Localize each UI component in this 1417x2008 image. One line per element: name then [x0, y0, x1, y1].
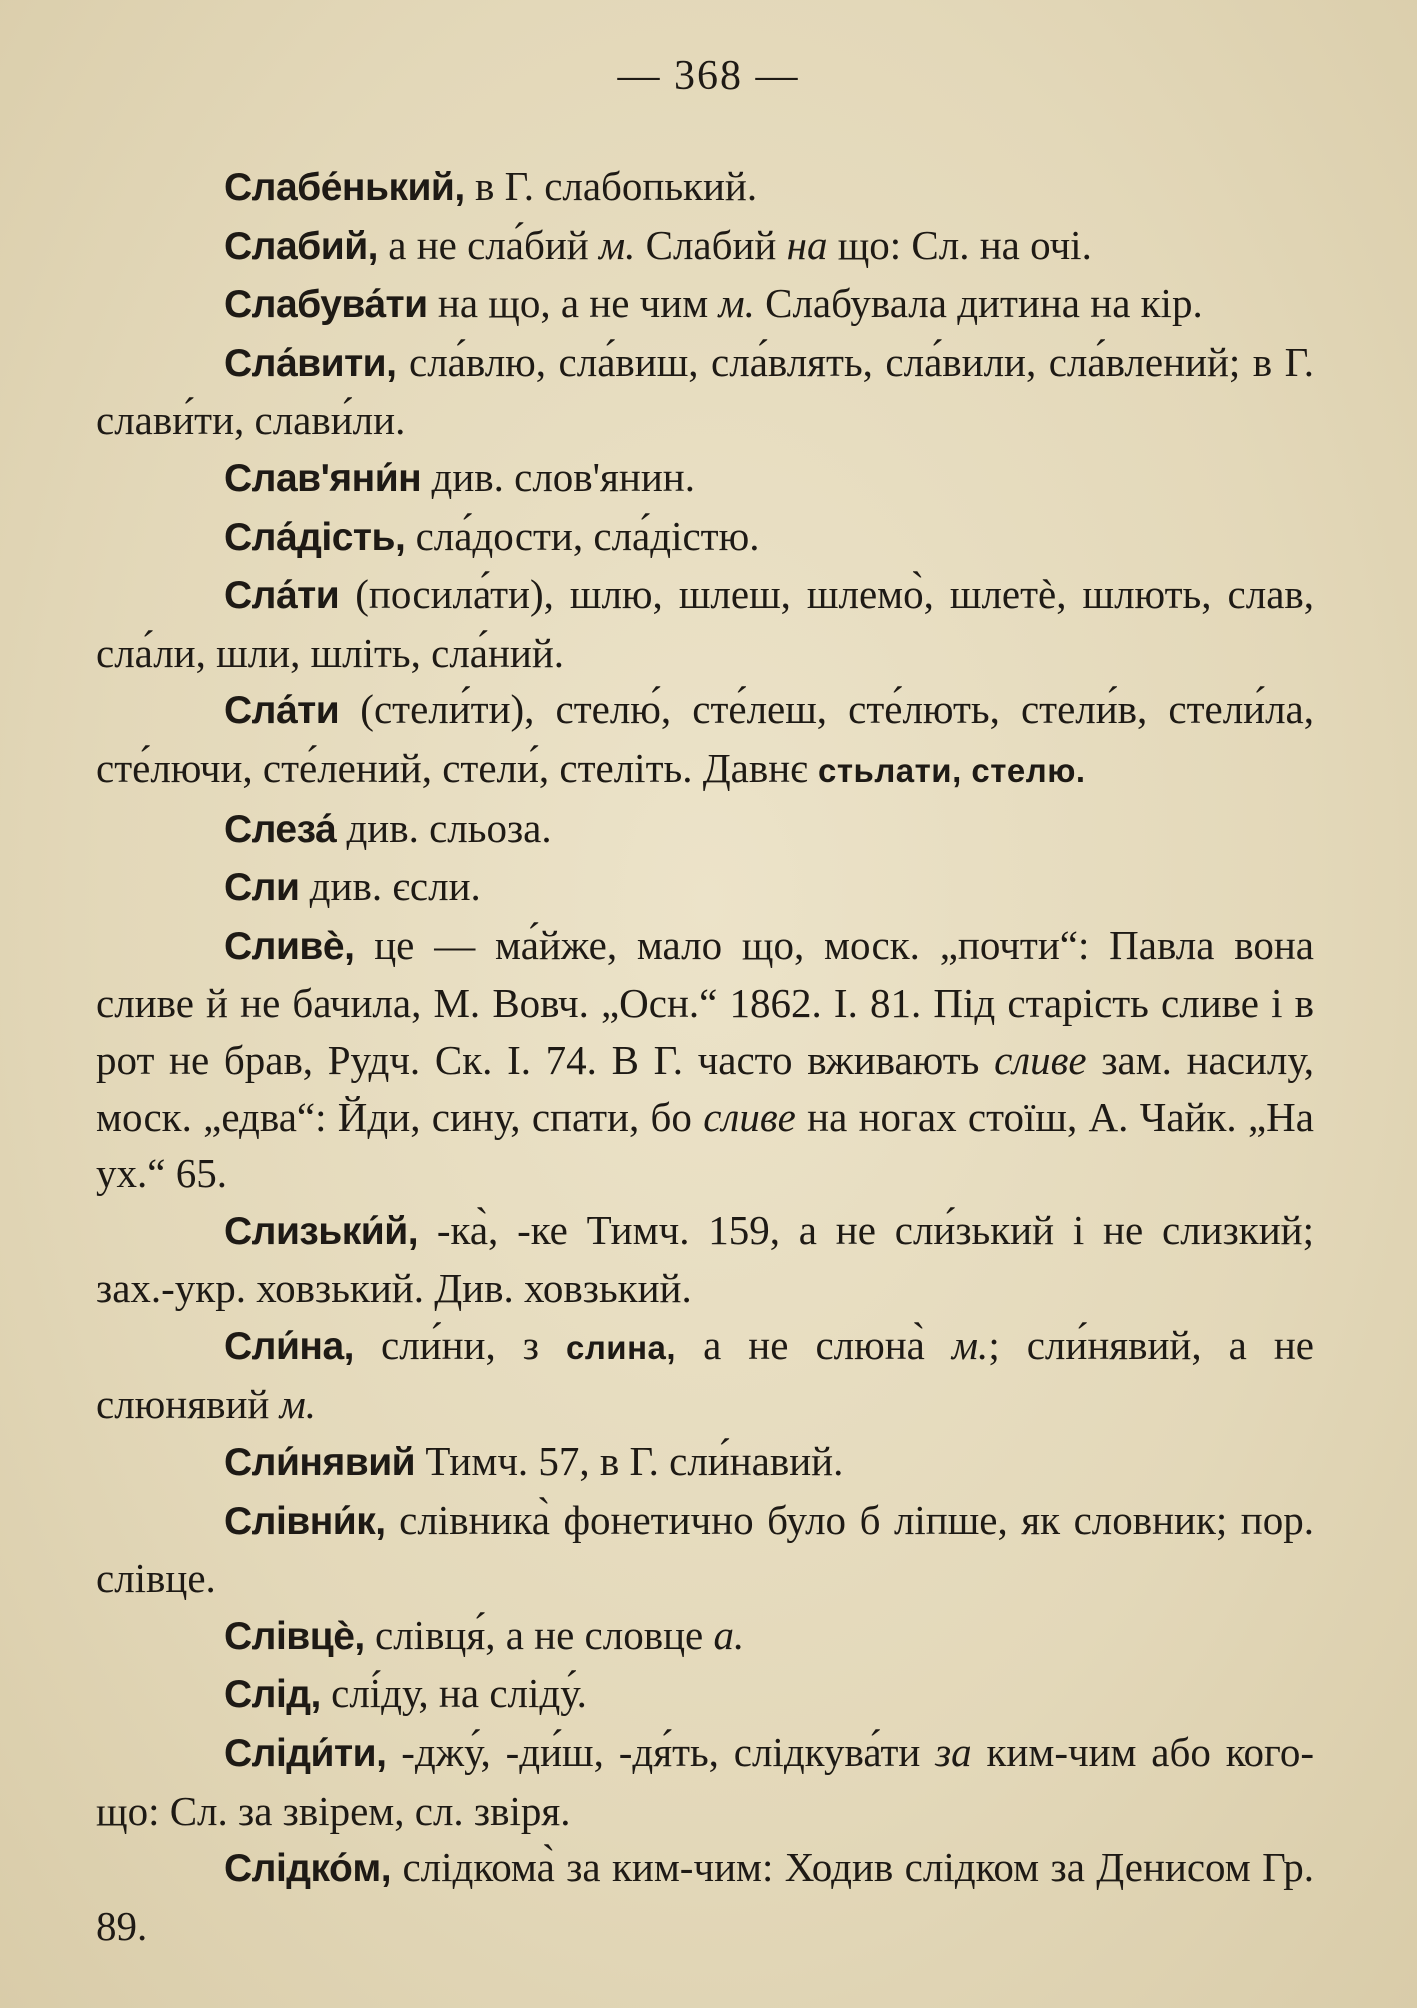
dictionary-entry: Слабе́нький, в Г. слабопький.: [224, 163, 758, 209]
entry-headword: Слабува́ти: [224, 283, 428, 327]
entry-headword: Сли́нявий: [224, 1441, 416, 1485]
dictionary-entry: Слав'яни́н див. слов'янин.: [224, 453, 695, 500]
entry-headword: Слівни́к,: [224, 1499, 386, 1543]
dictionary-entry: Сли́нявий Тимч. 57, в Г. сли́навий.: [224, 1438, 844, 1485]
entry-headword: Сли́на,: [224, 1324, 354, 1368]
entry-headword: Сла́ти: [224, 689, 340, 733]
dictionary-entry: Сла́вити, сла́влю, сла́виш, сла́влять, сла́вили, сла́влений; в Г. слави́ти, слави́ли.: [96, 338, 1314, 444]
dictionary-entry: Слизьки́й, -ка̀, -ке Тимч. 159, а не сли́зький і не слизкий; зах.-укр. ховзький. Див. ховзький.: [96, 1206, 1314, 1312]
old-form: стьлати, стелю.: [818, 751, 1086, 789]
entry-headword: Слід,: [224, 1673, 321, 1717]
entry-headword: Слабе́нький,: [224, 166, 465, 209]
entry-headword: Сливѐ,: [224, 924, 355, 968]
entry-headword: Слеза́: [224, 807, 337, 851]
entry-headword: Слівцѐ,: [224, 1614, 365, 1658]
page-number: — 368 —: [617, 53, 800, 99]
dictionary-entry: Слідко́м, слідкома̀ за ким-чим: Ходив слідком за Денисом Гр. 89.: [96, 1844, 1314, 1949]
entry-headword: Слизьки́й,: [224, 1209, 419, 1253]
entry-headword: Сли: [224, 866, 300, 910]
old-form: слина,: [565, 1328, 677, 1366]
entry-headword: Сліди́ти,: [224, 1732, 387, 1776]
entry-headword: Сла́вити,: [224, 341, 397, 385]
entry-headword: Сла́дість,: [224, 515, 406, 559]
dictionary-entry: Сла́ти (стели́ти), стелю́, сте́леш, сте́лють, стели́в, стели́ла, сте́лючи, сте́лений, стели́, стеліть. Давнє стьлати, стелю.: [96, 686, 1314, 791]
dictionary-entry: Сливѐ, це — ма́йже, мало що, моск. „почти“: Павла вона сливе й не бачила, М. Вовч. „Осн.“ 1862. I. 81. Під старість сливе і в рот не брав, Рудч. Ск. I. 74. В Г. часто вживають сливе зам. насилу, моск. „едва“: Йди, сину, спати, бо сливе на ногах стоїш, А. Чайк. „На ух.“ 65.: [96, 921, 1314, 1197]
dictionary-entry: Слеза́ див. сльоза.: [224, 804, 552, 851]
dictionary-entry: Слівцѐ, слівця́, а не словце а.: [224, 1611, 745, 1658]
dictionary-entry: Слабий, а не сла́бий м. Слабий на що: Сл. на очі.: [224, 221, 1092, 268]
dictionary-text: [96, 158, 1314, 1954]
dictionary-entry: Сли див. єсли.: [224, 863, 481, 910]
dictionary-entry: Сла́ти (посила́ти), шлю, шлеш, шлемо̀, шлетѐ, шлють, слав, сла́ли, шли, шліть, сла́ний.: [96, 571, 1314, 676]
entry-headword: Сла́ти: [224, 574, 340, 618]
entry-headword: Слав'яни́н: [224, 456, 422, 500]
entry-headword: Слідко́м,: [224, 1847, 392, 1891]
dictionary-entry: Сли́на, сли́ни, з слина, а не слюна̀ м.; сли́нявий, а не слюнявий м.: [96, 1321, 1314, 1428]
dictionary-entry: Слівни́к, слівника̀ фонетично було б ліпше, як словник; пор. слівце.: [96, 1496, 1314, 1602]
entry-headword: Слабий,: [224, 224, 379, 268]
dictionary-entry: Слабува́ти на що, а не чим м. Слабувала дитина на кір.: [224, 280, 1203, 327]
dictionary-entry: Слід, слі́ду, на сліду́.: [224, 1670, 587, 1717]
dictionary-entry: Сла́дість, сла́дости, сла́дістю.: [224, 512, 760, 559]
dictionary-entry: Сліди́ти, -джу́, -ди́ш, -дя́ть, слідкува́ти за ким-чим або кого-що: Сл. за звірем, сл. звіря.: [96, 1729, 1314, 1834]
